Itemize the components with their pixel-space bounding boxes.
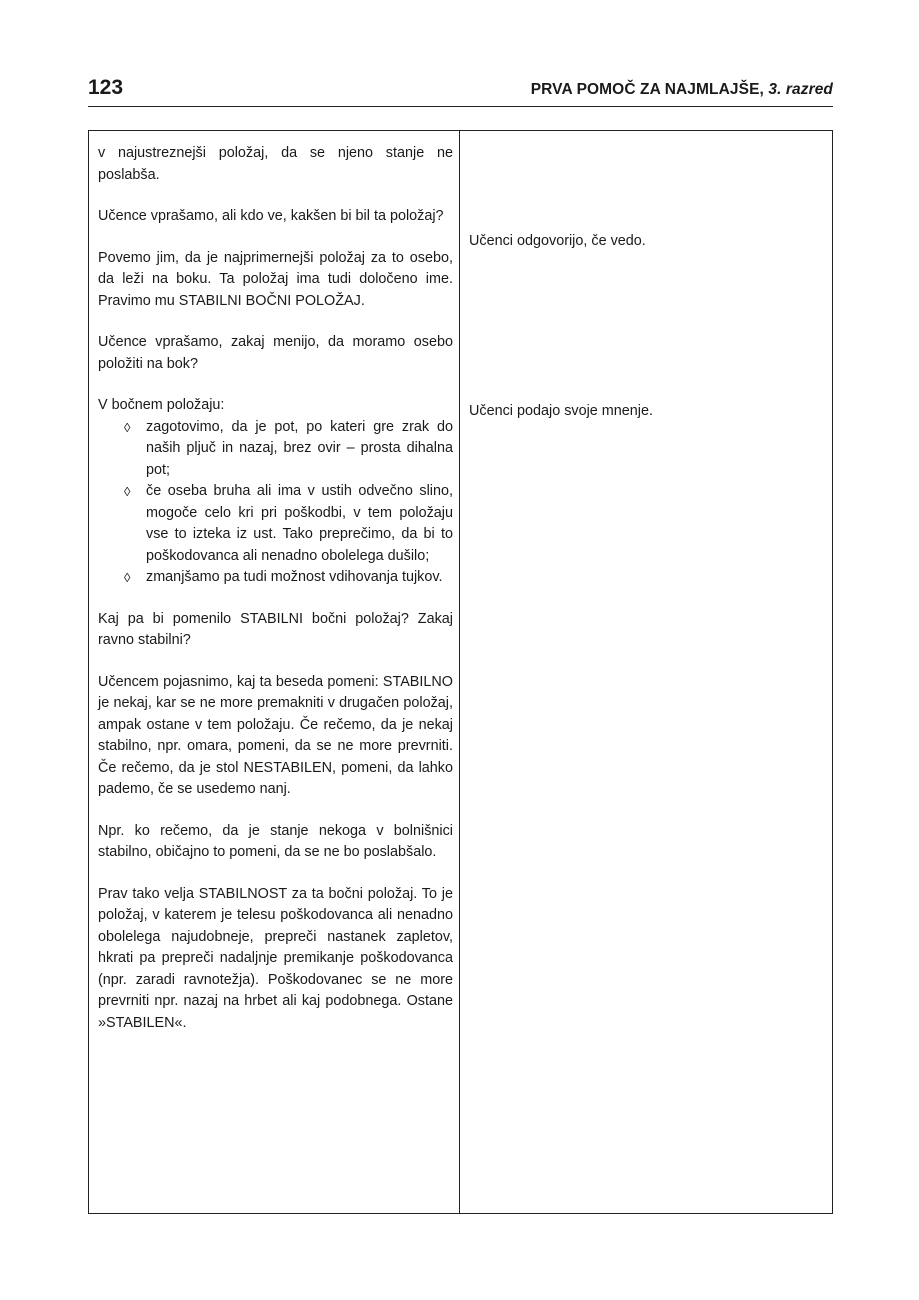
paragraph-2: Učence vprašamo, ali kdo ve, kakšen bi bil ta položaj? [98,208,444,224]
list-item-text: zmanjšamo pa tudi možnost vdihovanja tujkov. [146,569,443,585]
teacher-column [98,143,453,1034]
book-title: PRVA POMOČ ZA NAJMLAJŠE, [530,81,764,98]
list-item [98,567,453,589]
list-item-text: zagotovimo, da je pot, po kateri gre zrak do naših pljuč in nazaj, brez ovir – prosta dihalna pot; [146,418,453,478]
bullet-list [98,417,453,589]
running-head [531,81,833,99]
grade-label: 3. razred [768,81,833,98]
paragraph-1: v najustreznejši položaj, da se njeno stanje ne poslabša. [98,145,453,183]
paragraph-6: Kaj pa bi pomenilo STABILNI bočni položaj? Zakaj ravno stabilni? [98,610,453,648]
paragraph-4: Učence vprašamo, zakaj menijo, da moramo osebo položiti na bok? [98,334,453,372]
diamond-icon: ◊ [124,484,131,499]
student-response-1: Učenci odgovorijo, če vedo. [469,233,646,249]
page-number: 123 [88,76,124,99]
list-item [98,417,453,482]
page-header [88,72,833,107]
paragraph-7: Učencem pojasnimo, kaj ta beseda pomeni: STABILNO je nekaj, kar se ne more premakniti v drugačen položaj, ampak ostane v tem položaju. Če rečemo, da je nekaj stabilno, npr. omara, pomeni, da se ne more prevrniti. Če rečemo, da je stol NESTABILEN, pomeni, da lahko pademo, če se usedemo nanj. [98,673,453,797]
paragraph-8: Npr. ko rečemo, da je stanje nekoga v bolnišnici stabilno, običajno to pomeni, da se ne bo poslabšalo. [98,822,453,860]
student-response-2: Učenci podajo svoje mnenje. [469,403,653,419]
list-item [98,481,453,567]
diamond-icon: ◊ [124,419,131,435]
column-divider [459,131,460,1213]
paragraph-9: Prav tako velja STABILNOST za ta bočni položaj. To je položaj, v katerem je telesu poškodovanca ali nenadno obolelega najudobneje, prepreči nastanek zapletov, hkrati pa prepreči nadaljnje premikanje poškodovanca (npr. zaradi ravnotežja). Poškodovanec se ne more prevrniti npr. nazaj na hrbet ali kaj podobnega. Ostane »STABILEN«. [98,885,453,1031]
list-item-text: če oseba bruha ali ima v ustih odvečno slino, mogoče celo kri pri poškodbi, v tem položaju vse to izteka iz ust. Tako preprečimo, da bi to poškodovanca ali nenadno obolelega dušilo; [146,483,453,564]
paragraph-3: Povemo jim, da je najprimernejši položaj za to osebo, da leži na boku. Ta položaj ima tudi določeno ime. Pravimo mu STABILNI BOČNI POLOŽAJ. [98,249,453,309]
paragraph-5: V bočnem položaju: [98,397,225,413]
lesson-table [88,130,833,1214]
diamond-icon: ◊ [124,570,131,585]
